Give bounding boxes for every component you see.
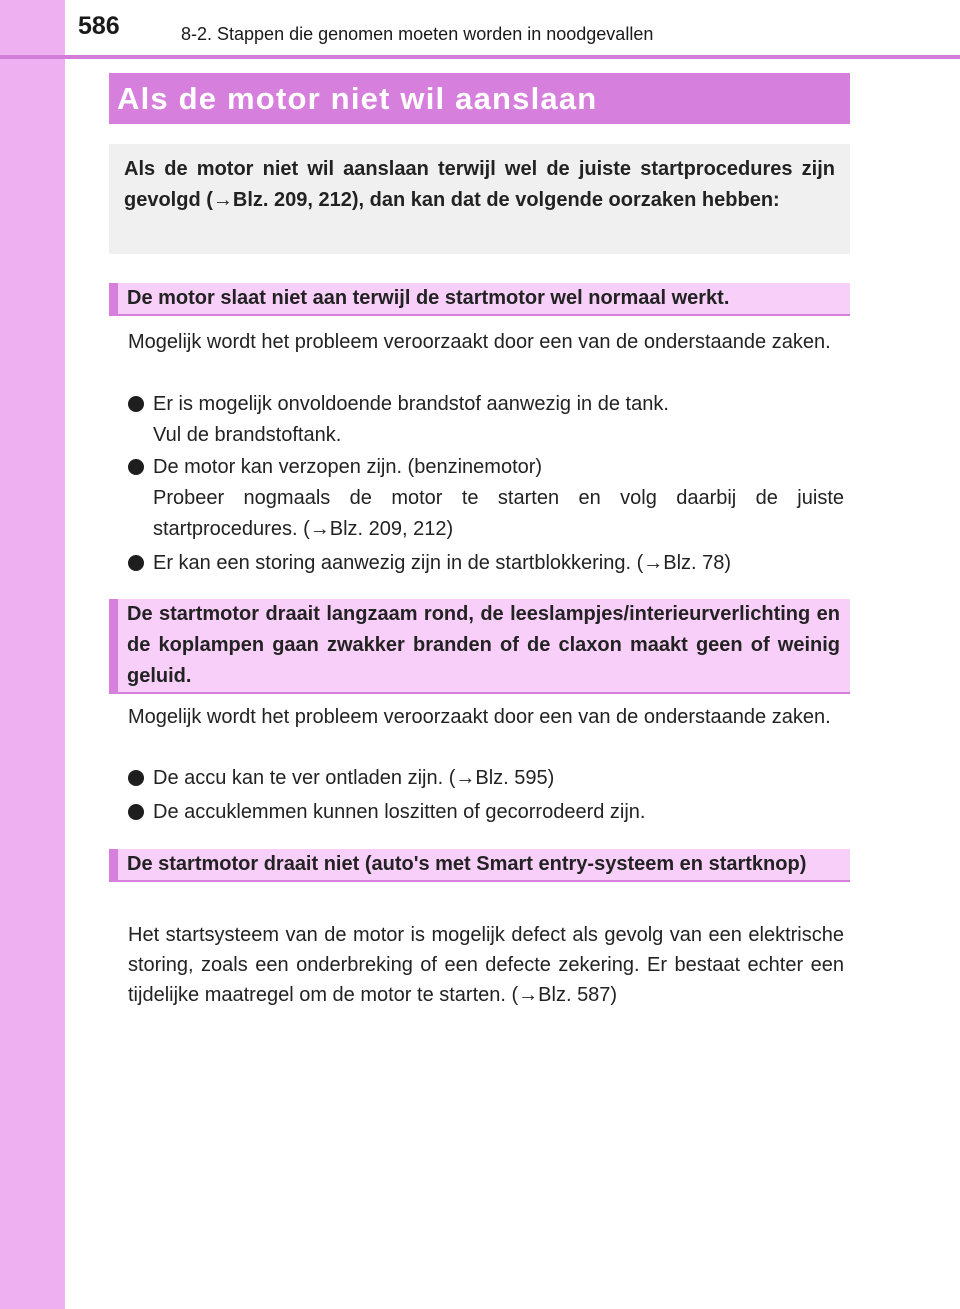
chapter-title: 8-2. Stappen die genomen moeten worden in noodgevallen [181,24,654,44]
subheading-2: De startmotor draait langzaam rond, de leeslampjes/interieurverlichting en de koplampen gaan zwakker branden of de claxon maakt geen of weinig geluid. [109,599,850,694]
bullet-dot-icon [128,555,144,571]
subheading-1: De motor slaat niet aan terwijl de startmotor wel normaal werkt. [109,283,850,316]
subheading-3: De startmotor draait niet (auto's met Smart entry-systeem en startknop) [109,849,850,882]
bullet-detail: Probeer nogmaals de motor te starten en volg daarbij de juiste startprocedures. (→Blz. 209, 212) [153,487,844,540]
lead-paragraph-2: Mogelijk wordt het probleem veroorzaakt door een van de onderstaande zaken. [128,706,831,728]
bullet-dot-icon [128,459,144,475]
intro-box: Als de motor niet wil aanslaan terwijl wel de juiste startprocedures zijn gevolgd (→Blz. 209, 212), dan kan dat de volgende oorzaken hebben: [109,144,850,254]
bullet-text: Er is mogelijk onvoldoende brandstof aanwezig in de tank. [153,393,669,415]
page-number: 586 [78,12,120,40]
bullet-item [128,763,844,794]
bullet-dot-icon [128,770,144,786]
bullet-item [128,797,844,828]
bullet-item [128,452,844,545]
bullet-item [128,548,844,579]
bullet-text: De motor kan verzopen zijn. (benzinemotor) [153,456,543,478]
lead-paragraph-1: Mogelijk wordt het probleem veroorzaakt door een van de onderstaande zaken. [128,331,831,353]
bullet-item [128,389,844,451]
bullet-dot-icon [128,804,144,820]
bullet-text: Er kan een storing aanwezig zijn in de startblokkering. (→Blz. 78) [153,552,732,574]
lead-paragraph-3: Het startsysteem van de motor is mogelijk defect als gevolg van een elektrische storing, zoals een onderbreking of een defecte zekering. Er bestaat echter een tijdelijke maatregel om de motor te starten. (→Blz. 587) [128,924,844,1006]
bullet-text: De accu kan te ver ontladen zijn. (→Blz. 595) [153,767,555,789]
header-rule [0,55,960,59]
bullet-dot-icon [128,396,144,412]
bullet-text: De accuklemmen kunnen loszitten of gecorrodeerd zijn. [153,801,646,823]
side-tab-strip [0,0,65,1309]
bullet-detail: Vul de brandstoftank. [153,424,342,446]
section-title: Als de motor niet wil aanslaan [109,73,850,124]
